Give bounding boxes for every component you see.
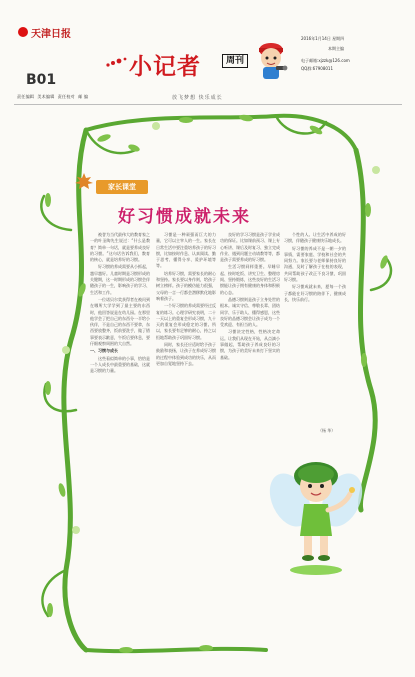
paragraph: 习惯是一种顽强而巨大的力量，它可以主宰人的一生。家长在日常生活中要注重培养孩子的好习惯，比如按时作息、认真阅读、勤于思考、懂得分享、爱护环境等等。 bbox=[156, 232, 216, 269]
maple-leaf-icon bbox=[74, 172, 94, 192]
supplement-title bbox=[105, 48, 275, 84]
paragraph: 品德习惯则是孩子立身处世的根本。诚实守信、尊敬长辈、团结同学、乐于助人、懂得感恩，这些良好的品德习惯会让孩子成为一个受欢迎、有担当的人。 bbox=[220, 296, 280, 328]
newspaper-logo bbox=[18, 24, 78, 40]
paragraph: 习惯决定性格，性格决定命运。让我们从现在开始，从点滴小事做起，帮助孩子养成良好的习惯，为孩子的美好未来打下坚实的基础。 bbox=[220, 329, 280, 360]
article-headline: 好习惯成就未来 bbox=[118, 207, 251, 227]
newspaper-name: 天津日报 bbox=[31, 28, 71, 40]
mascot-reporter-icon bbox=[252, 36, 290, 82]
header-tag: 责任校对 bbox=[57, 94, 75, 99]
header-divider bbox=[14, 104, 402, 105]
title-dots-icon bbox=[105, 56, 127, 68]
header-tag: 责任编辑 bbox=[17, 94, 35, 99]
article-column-2 bbox=[156, 232, 216, 632]
header-tag: 编 bbox=[83, 94, 89, 99]
issue-editor: 本期主编 bbox=[328, 46, 344, 51]
title-weekly: 周刊 bbox=[222, 54, 248, 68]
header-tag: 美术编辑 bbox=[37, 94, 55, 99]
paragraph: 好习惯成就未来，愿每一个孩子都能在好习惯的陪伴下，健康成长，快乐前行。 bbox=[284, 284, 346, 302]
contact-qq: QQ群:67908011 bbox=[301, 66, 334, 71]
contact-email: 电子邮箱:xjzzk@126.com bbox=[301, 58, 350, 63]
paragraph: 好习惯的养成不是一朝一夕的事情，需要家庭、学校和社会的共同努力。家长要与老师保持良好的沟通，及时了解孩子在校的表现，共同帮助孩子改正不良习惯，巩固好习惯。 bbox=[284, 245, 346, 283]
section-label: 家长课堂 bbox=[96, 180, 148, 194]
paragraph: 被誉为当代最伟大的教育家之一的叶圣陶先生说过：“什么是教育？简单一句话，就是要养成良好的习惯。”这句话告诉我们，教育的核心，就是培养好的习惯。 bbox=[90, 232, 150, 263]
page-code: B01 bbox=[26, 72, 57, 88]
header-tags bbox=[17, 94, 88, 100]
paragraph: 培养好习惯，需要家长的耐心和坚持。家长要以身作则，给孩子树立榜样。孩子的模仿能力很强，父母的一言一行都会潜移默化地影响着孩子。 bbox=[156, 270, 216, 301]
paragraph: 一位诺贝尔奖获得者在被问到在哪所大学学到了最主要的东西时，他回答说是在幼儿园。在那里他学会了把自己的东西分一半给小伙伴，不是自己的东西不要拿，东西要放整齐，饭前要洗手，做了错事要表示歉意，午饭后要休息，要仔细观察周围的大自然。 bbox=[90, 296, 150, 347]
slogan: 放飞梦想 快乐成长 bbox=[172, 95, 223, 101]
paragraph: 好习惯的养成需要从小抓起，越早越好。儿童时期是习惯形成的关键期，这一时期形成的习惯会伴随孩子的一生，影响孩子的学习、生活和工作。 bbox=[90, 264, 150, 295]
article-signoff: （杨 华） bbox=[318, 428, 336, 433]
paragraph: 个性的人。让生活中养成的好习惯，伴随孩子健康快乐地成长。 bbox=[284, 232, 346, 244]
publication-date: 2016年1月14日 星期四 bbox=[301, 36, 345, 41]
article-column-1 bbox=[90, 232, 150, 632]
fairy-boy-illustration-icon bbox=[268, 440, 364, 580]
paragraph: 良好的学习习惯是孩子学业成功的保证。比如课前预习、课上专心听讲、课后及时复习、独立完成作业、遇到问题主动请教等等，都是孩子需要养成的好习惯。 bbox=[220, 232, 280, 263]
paragraph: 同时，家长还应适时给予孩子鼓励和表扬，让孩子在养成好习惯的过程中体验到成功的快乐，从而更加自觉地坚持下去。 bbox=[156, 342, 216, 366]
logo-mark-icon bbox=[18, 27, 28, 37]
header-tag: 邮 bbox=[78, 94, 83, 99]
sub-heading: 一、习惯与成长 bbox=[90, 348, 118, 354]
title-main: 小记者 bbox=[129, 53, 201, 80]
paragraph: 一个好习惯的养成需要经过反复的练习。心理学研究表明，二十一天以上的重复会形成习惯，九十天的重复会形成稳定的习惯。所以，家长要有足够的耐心，持之以恒地帮助孩子巩固好习惯。 bbox=[156, 303, 216, 340]
paragraph: 这些看似简单的小事，恰恰是一个人成长中最重要的基础，这就是习惯的力量。 bbox=[90, 355, 150, 374]
article-column-4 bbox=[284, 232, 346, 428]
paragraph: 生活习惯同样重要。早睡早起、按时吃饭、讲究卫生、整理房间、坚持锻炼，这些良好的生活习惯能让孩子拥有健康的身体和积极的心态。 bbox=[220, 264, 280, 295]
